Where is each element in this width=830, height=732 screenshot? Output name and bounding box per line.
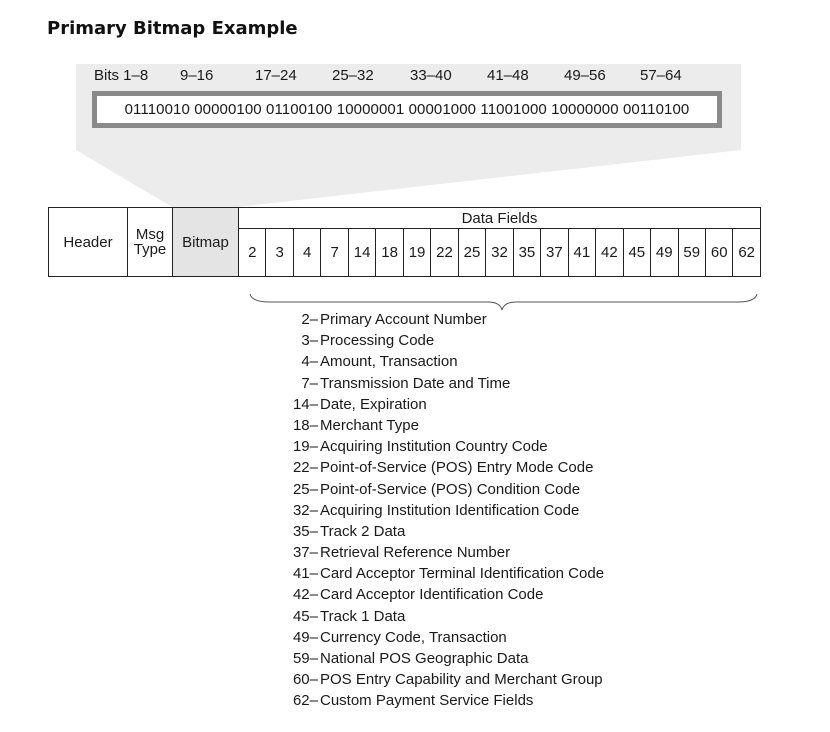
legend-text: Track 2 Data [320,522,406,540]
data-field-cell: 59 [679,229,706,276]
bitmap-byte: 01110010 [124,101,190,118]
legend-item [288,542,688,563]
legend-item [288,457,688,478]
msg-type-line2: Type [133,241,167,258]
legend-number: 14– [292,395,318,413]
legend-item [288,584,688,605]
data-field-cell: 49 [651,229,678,276]
msg-type-label [134,227,167,257]
zoom-wedge [76,150,741,207]
legend-text: Currency Code, Transaction [320,628,507,646]
bitmap-byte: 10000000 [551,101,619,118]
bitmap-byte: 00000100 [194,101,262,118]
bitmap-value-box [92,91,722,128]
legend-item [288,394,688,415]
data-field-cell: 2 [239,229,266,276]
data-field-cell: 41 [569,229,596,276]
legend-text: Primary Account Number [320,311,487,328]
legend-text: Card Acceptor Identification Code [320,586,544,604]
message-structure-table [48,207,761,277]
legend-item [288,330,688,351]
data-field-cell: 45 [624,229,651,276]
legend-item [288,351,688,372]
bit-range-label: 17–24 [255,67,297,84]
bit-range-label: 25–32 [332,67,374,84]
bitmap-byte: 01100100 [266,101,333,118]
data-field-numbers [239,229,760,276]
legend-text: Acquiring Institution Identification Code [320,501,580,519]
legend-item [288,563,688,584]
bitmap-byte: 00001000 [408,101,477,118]
legend-text: Card Acceptor Terminal Identification Code [320,565,605,583]
legend-item [288,690,688,711]
data-field-cell: 18 [376,229,403,276]
legend-number: 60– [292,671,318,689]
header-cell [49,208,128,276]
legend-number: 32– [292,501,318,519]
bitmap-label: Bitmap [182,233,229,251]
legend-number: 35– [292,522,318,540]
legend-number: 42– [292,586,318,604]
data-fields-brace [250,294,757,310]
legend-item [288,627,688,648]
legend-text: Custom Payment Service Fields [320,692,534,710]
legend-item [288,309,688,330]
data-field-cell: 42 [596,229,623,276]
data-field-cell: 19 [404,229,431,276]
legend-item [288,521,688,542]
field-legend [288,309,688,712]
legend-number: 3– [301,332,318,350]
data-field-cell: 14 [349,229,376,276]
data-fields-header [239,208,760,229]
legend-number: 49– [292,628,318,646]
bit-range-label: 41–48 [487,67,529,84]
legend-number: 18– [292,416,318,434]
legend-number: 45– [292,607,318,625]
legend-item [288,415,688,436]
legend-text: POS Entry Capability and Merchant Group [320,671,603,689]
data-field-cell: 62 [738,244,756,261]
legend-text: Processing Code [320,332,435,350]
legend-number: 59– [292,650,318,667]
header-label: Header [63,233,113,251]
legend-item [288,479,688,500]
legend-number: 37– [292,544,318,562]
legend-text: National POS Geographic Data [320,650,529,667]
bit-range-labels [94,67,734,85]
legend-number: 4– [301,353,318,371]
legend-text: Retrieval Reference Number [320,544,511,562]
legend-text: Transmission Date and Time [320,374,511,392]
legend-number: 7– [301,374,318,392]
data-field-cell: 3 [266,229,293,276]
data-field-cell: 4 [294,229,321,276]
bitmap-byte: 11001000 [480,101,547,118]
data-field-cell: 35 [514,229,541,276]
data-field-cell: 37 [541,229,568,276]
legend-number: 22– [292,459,318,477]
bitmap-cell [173,208,239,276]
legend-item [288,500,688,521]
data-field-cell: 60 [706,229,733,276]
legend-number: 19– [292,438,318,456]
legend-text: Point-of-Service (POS) Condition Code [320,480,581,498]
bit-range-label: 49–56 [564,67,606,84]
legend-text: Track 1 Data [320,607,406,625]
bit-range-label: 33–40 [410,67,452,84]
bitmap-byte: 10000001 [336,101,405,118]
data-field-cell: 7 [321,229,348,276]
data-field-cell: 32 [486,229,513,276]
msg-type-line1: Msg [135,226,165,243]
data-field-cell: 25 [459,229,486,276]
msg-type-cell [128,208,173,276]
legend-number: 62– [292,692,318,710]
legend-text: Amount, Transaction [320,353,458,371]
legend-text: Point-of-Service (POS) Entry Mode Code [320,459,594,477]
data-fields-label: Data Fields [461,209,538,227]
legend-item [288,436,688,457]
legend-text: Date, Expiration [320,395,427,413]
legend-number: 41– [292,565,318,583]
legend-number: 2– [301,311,318,328]
legend-item [288,606,688,627]
legend-item [288,669,688,690]
bit-range-label: 9–16 [180,67,214,84]
page-title: Primary Bitmap Example [47,18,298,39]
bit-range-label: 57–64 [640,67,682,84]
bit-range-label: Bits 1–8 [94,67,149,84]
legend-item [288,373,688,394]
legend-item [288,648,688,669]
legend-text: Acquiring Institution Country Code [320,438,548,456]
data-field-cell: 22 [431,229,458,276]
legend-number: 25– [292,480,318,498]
legend-text: Merchant Type [320,416,419,434]
bitmap-byte: 00110100 [622,101,690,118]
